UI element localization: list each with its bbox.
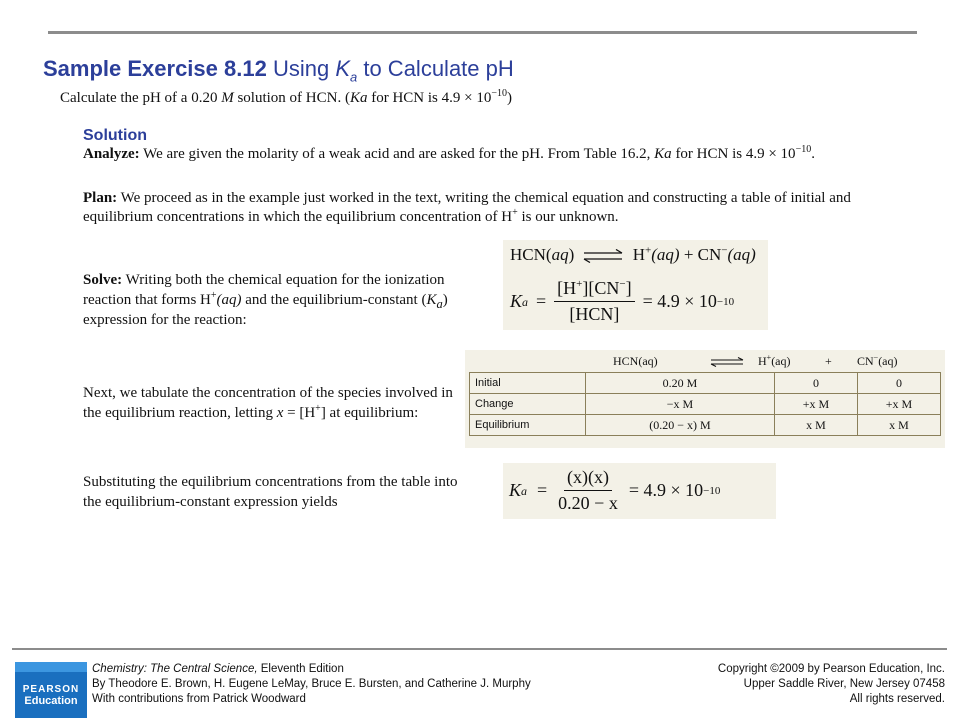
top-rule: [48, 31, 917, 34]
ionization-equation-box: [503, 240, 768, 330]
ice-table: [469, 372, 941, 436]
ka-expression: K a = $\frac{[H^+][CN^-]}{\text{[HCN]}}$ = 4.9 × 10 −10: [510, 278, 735, 324]
table-row: Change −x M +x M +x M: [470, 394, 941, 415]
pearson-logo: PEARSON Education: [15, 662, 87, 718]
substituted-ka-expression: K a = $\frac{(x)(x)}{0.20 - x}$ = 4.9 × 10 −10: [509, 467, 721, 513]
bottom-rule: [12, 648, 947, 650]
solution-heading: Solution: [83, 127, 147, 144]
equilibrium-arrow-icon: [582, 249, 624, 263]
solve-paragraph-2: Next, we tabulate the concentration of the species involved in the equilibrium reaction, letting x = [H+] at equilibrium:: [83, 385, 453, 421]
table-row: Initial 0.20 M 0 0: [470, 373, 941, 394]
ice-table-box: [465, 350, 945, 448]
page-title: Sample Exercise 8.12 Using $K_a$ to Calculate pH: [43, 56, 514, 85]
table-row: Equilibrium (0.20 − x) M x M x M: [470, 415, 941, 436]
table-equilibrium-arrow-icon: [710, 357, 744, 367]
header-hcn: HCN(aq): [613, 354, 658, 368]
header-cn: CN−(aq): [857, 353, 898, 368]
substituted-fraction: $\frac{(x)(x)}{0.20 - x}$: [558, 467, 618, 513]
ka-fraction: $\frac{[H^+][CN^-]}{\text{[HCN]}}$: [554, 278, 634, 325]
substitution-equation-box: [503, 463, 776, 519]
footer-copyright: Copyright ©2009 by Pearson Education, Inc. Upper Saddle River, New Jersey 07458 All rights reserved.: [717, 663, 945, 705]
header-h: H+(aq): [758, 353, 791, 368]
question-text: Calculate the pH of a 0.20 M solution of HCN. (Ka for HCN is $4.9 \times 10^{-10}$): [60, 88, 512, 106]
header-plus: +: [825, 354, 832, 368]
solve-paragraph-3: Substituting the equilibrium concentrations from the table into the equilibrium-constant expression yields: [83, 474, 458, 510]
analyze-paragraph: Analyze: We are given the molarity of a weak acid and are asked for the pH. From Table 16.2, Ka for HCN is $4.9 \times 10^{-10}$.: [83, 144, 815, 162]
footer-citation: Chemistry: The Central Science, Eleventh Edition By Theodore E. Brown, H. Eugene LeMay, Bruce E. Bursten, and Catherine J. Murphy With contributions from Patrick Woodward: [92, 663, 531, 705]
plan-paragraph: Plan: We proceed as in the example just worked in the text, writing the chemical equation and constructing a table of initial and equilibrium concentrations in which the equilibrium concentration of H+ is our unknown.: [83, 190, 851, 225]
ionization-reaction: HCN(aq) H+(aq) + CN−(aq): [510, 244, 756, 264]
solve-paragraph-1: Solve: Writing both the chemical equation for the ionization reaction that forms H+(aq) and the equilibrium-constant $(K_a)$ expression for the reaction:: [83, 272, 448, 328]
